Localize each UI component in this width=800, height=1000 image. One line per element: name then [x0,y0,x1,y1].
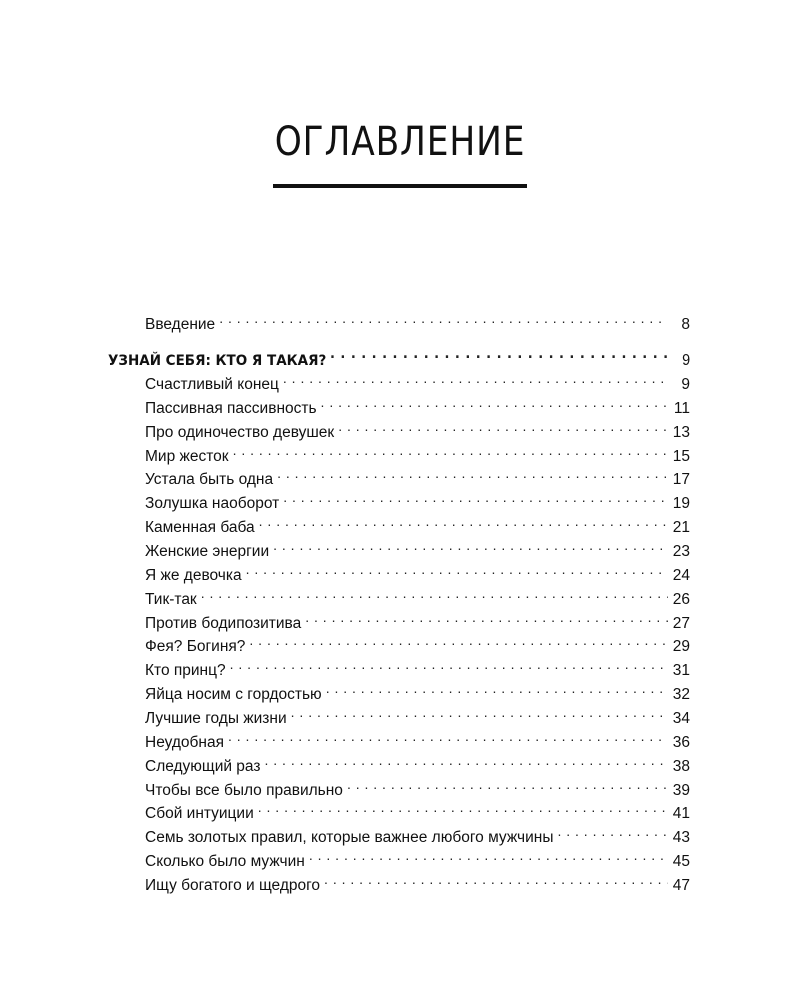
toc-entry-page: 13 [672,423,690,441]
toc-entry-label: Следующий раз [145,757,261,775]
toc-entry-page: 36 [672,733,690,751]
toc-entry[interactable] [145,796,690,823]
dot-leader [201,582,668,604]
dot-leader [249,629,668,651]
toc-entry[interactable] [145,629,690,656]
dot-leader [330,343,670,365]
dot-leader [321,391,668,413]
toc-entry-label: Устала быть одна [145,471,274,489]
toc-entry-page: 34 [672,710,690,728]
toc-entry-label: Яйца носим с гордостью [145,686,322,704]
toc-entry[interactable] [145,701,690,728]
dot-leader [557,820,668,842]
toc-entry[interactable] [145,367,690,393]
toc-entry-page: 15 [672,447,690,465]
toc-entry-page: 32 [672,686,690,704]
toc-entry-label: Неудобная [145,733,224,751]
dot-leader [283,486,668,508]
toc-entry[interactable] [145,558,690,584]
dot-leader [258,796,668,818]
toc-entry-label: Против бодипозитива [145,614,302,632]
toc-entry[interactable] [145,534,690,561]
toc-section-heading[interactable] [108,343,691,369]
toc-entry[interactable] [145,749,690,775]
toc-entry-page: 47 [672,877,690,895]
toc-entry[interactable] [145,773,690,799]
toc-entry-page: 24 [672,566,690,584]
toc-entry-label: Ищу богатого и щедрого [145,877,321,895]
toc-entry-label: Фея? Богиня? [145,638,246,656]
toc-entry-label: Золушка наоборот [145,495,280,513]
toc-entry-label: Про одиночество девушек [145,423,335,441]
toc-entry-label: Сбой интуиции [145,805,254,823]
toc-entry-page: 43 [672,829,690,847]
toc-entry[interactable] [145,462,690,489]
dot-leader [347,773,668,795]
toc-entry-page: 45 [672,853,690,871]
toc-entry-label: Женские энергии [145,543,270,561]
page-title: ОГЛАВЛЕНИЕ [274,119,526,165]
toc-entry-page: 38 [672,757,690,775]
dot-leader [291,701,668,723]
toc-entry[interactable] [145,725,690,751]
toc-entry[interactable] [145,653,690,680]
toc-entry-label: Мир жесток [145,447,229,465]
toc-entry[interactable] [145,677,690,704]
toc-entry-page: 41 [672,805,690,823]
toc-entry-page: 9 [681,376,690,393]
toc-entry-label: Семь золотых правил, которые важнее любого мужчины [145,829,554,847]
toc-entry-page: 21 [672,519,690,537]
toc-entry-page: 39 [672,781,690,799]
toc-entry-label: Введение [145,316,216,333]
toc-entry-label: Пассивная пассивность [145,399,317,417]
toc-entry-page: 8 [681,316,690,333]
toc-section-label: УЗНАЙ СЕБЯ: КТО Я ТАКАЯ? [108,353,327,369]
toc-entry-label: Чтобы все было правильно [145,781,343,799]
toc-entry-label: Кто принц? [145,662,226,680]
dot-leader [246,558,668,580]
dot-leader [259,510,668,532]
toc-entry-label: Каменная баба [145,519,255,537]
toc-entry[interactable] [145,820,690,847]
dot-leader [277,462,668,484]
toc-entry[interactable] [145,510,690,537]
toc-entry-page: 29 [672,638,690,656]
toc-entry-page: 31 [672,662,690,680]
dot-leader [228,725,668,747]
toc-entry[interactable] [145,606,690,632]
toc-entry-label: Тик-так [145,590,197,608]
dot-leader [219,307,668,329]
toc-entry-label: Счастливый конец [145,376,279,393]
dot-leader [324,868,668,890]
toc-entry-page: 23 [672,543,690,561]
toc-entry[interactable] [145,391,690,417]
toc-entry[interactable] [145,415,690,441]
dot-leader [265,749,669,771]
dot-leader [283,367,668,389]
dot-leader [305,606,668,628]
toc-entry-label: Лучшие годы жизни [145,710,287,728]
dot-leader [338,415,668,437]
title-underline [273,184,527,188]
toc-entry-page: 26 [672,590,690,608]
toc-entry[interactable] [145,582,690,608]
toc-entry[interactable] [145,868,690,895]
toc-entry-page: 27 [672,614,690,632]
toc-entry-label: Я же девочка [145,566,242,584]
dot-leader [273,534,668,556]
toc-entry[interactable] [145,486,690,513]
toc-section-page: 9 [682,352,691,369]
toc-entry[interactable] [145,844,690,871]
dot-leader [326,677,668,699]
toc-entry-page: 19 [672,495,690,513]
dot-leader [309,844,668,866]
toc-entry-page: 17 [672,471,690,489]
toc-entry-label: Сколько было мужчин [145,853,305,871]
dot-leader [233,439,668,461]
dot-leader [230,653,668,675]
toc-entry-intro[interactable] [145,307,690,333]
toc-entry[interactable] [145,439,690,465]
toc-entry-page: 11 [673,399,690,417]
